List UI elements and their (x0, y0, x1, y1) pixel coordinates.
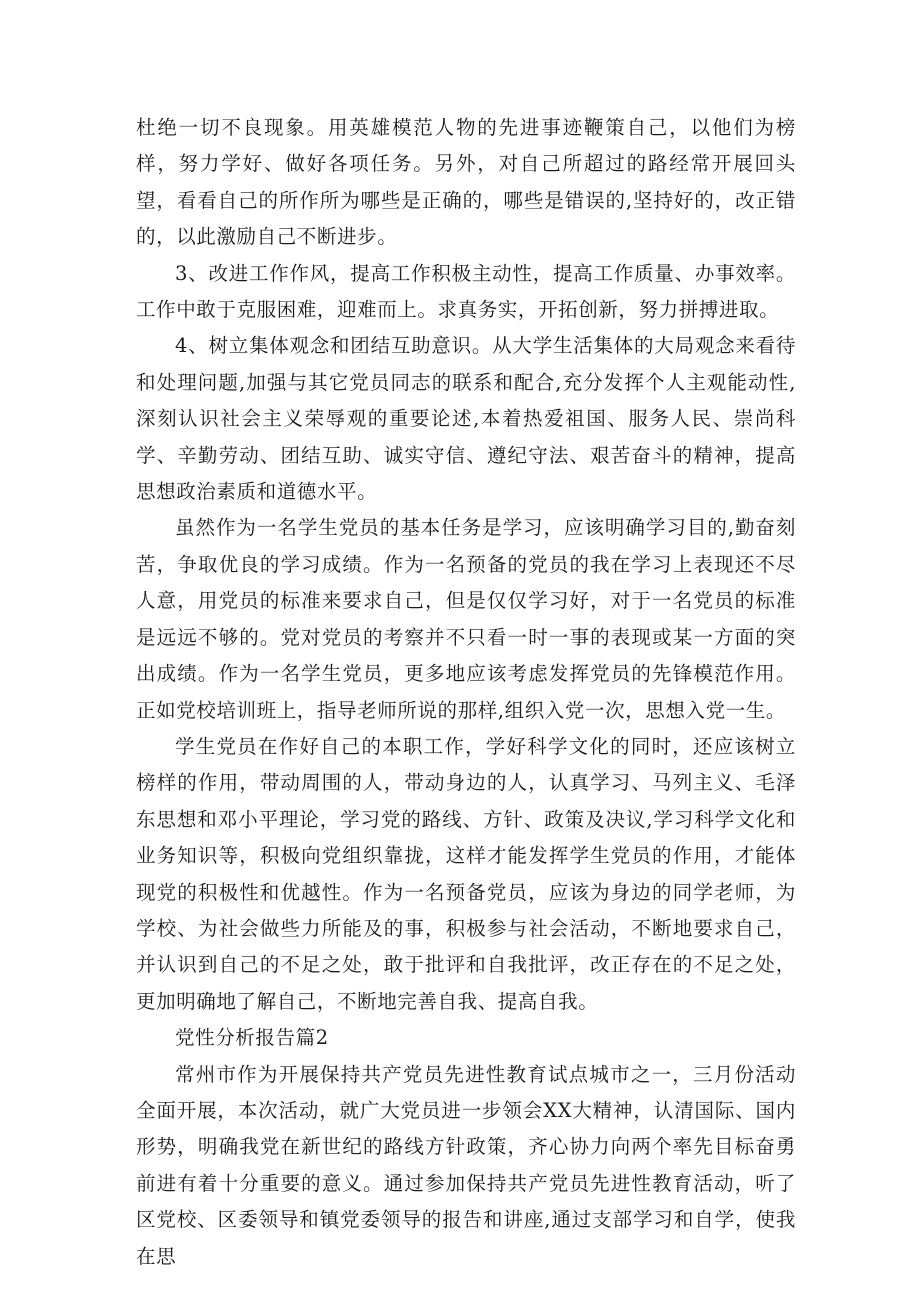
paragraph-continuation: 杜绝一切不良现象。用英雄模范人物的先进事迹鞭策自己，以他们为榜样，努力学好、做好各项任务。另外，对自己所超过的路经常开展回头望，看看自己的所作所为哪些是正确的，哪些是错误的,坚持好的，改正错的，以此激励自己不断进步。 (136, 116, 796, 249)
paragraph-study: 虽然作为一名学生党员的基本任务是学习，应该明确学习目的,勤奋刻苦，争取优良的学习成绩。作为一名预备的党员的我在学习上表现还不尽人意，用党员的标准来要求自己，但是仅仅学习好，对于一名党员的标准是远远不够的。党对党员的考察并不只看一时一事的表现或某一方面的突出成绩。作为一名学生党员，更多地应该考虑发挥党员的先锋模范作用。正如党校培训班上，指导老师所说的那样,组织入党一次，思想入党一生。 (136, 516, 796, 722)
paragraph-item-4: 4、树立集体观念和团结互助意识。从大学生活集体的大局观念来看待和处理问题,加强与其它党员同志的联系和配合,充分发挥个人主观能动性,深刻认识社会主义荣辱观的重要论述,本着热爱祖国、服务人民、崇尚科学、辛勤劳动、团结互助、诚实守信、遵纪守法、艰苦奋斗的精神，提高思想政治素质和道德水平。 (136, 334, 796, 504)
paragraph-role-model: 学生党员在作好自己的本职工作，学好科学文化的同时，还应该树立榜样的作用，带动周围的人，带动身边的人，认真学习、马列主义、毛泽东思想和邓小平理论，学习党的路线、方针、政策及决议,学习科学文化和业务知识等，积极向党组织靠拢，这样才能发挥学生党员的作用，才能体现党的积极性和优越性。作为一名预备党员，应该为身边的同学老师，为学校、为社会做些力所能及的事，积极参与社会活动，不断地要求自己，并认识到自己的不足之处，敢于批评和自我批评，改正存在的不足之处，更加明确地了解自己，不断地完善自我、提高自我。 (136, 734, 796, 1013)
paragraph-changzhou: 常州市作为开展保持共产党员先进性教育试点城市之一，三月份活动全面开展，本次活动，就广大党员进一步领会XX大精神，认清国际、国内形势，明确我党在新世纪的路线方针政策，齐心协力向两个率先目标奋勇前进有着十分重要的意义。通过参加保持共产党员先进性教育活动，听了区党校、区委领导和镇党委领导的报告和讲座,通过支部学习和自学，使我在思 (136, 1062, 796, 1268)
section-heading: 党性分析报告篇2 (175, 1026, 329, 1050)
paragraph-item-3: 3、改进工作作风，提高工作积极主动性，提高工作质量、办事效率。工作中敢于克服困难，迎难而上。求真务实，开拓创新，努力拼搏进取。 (136, 261, 796, 322)
document-body (136, 110, 796, 1275)
